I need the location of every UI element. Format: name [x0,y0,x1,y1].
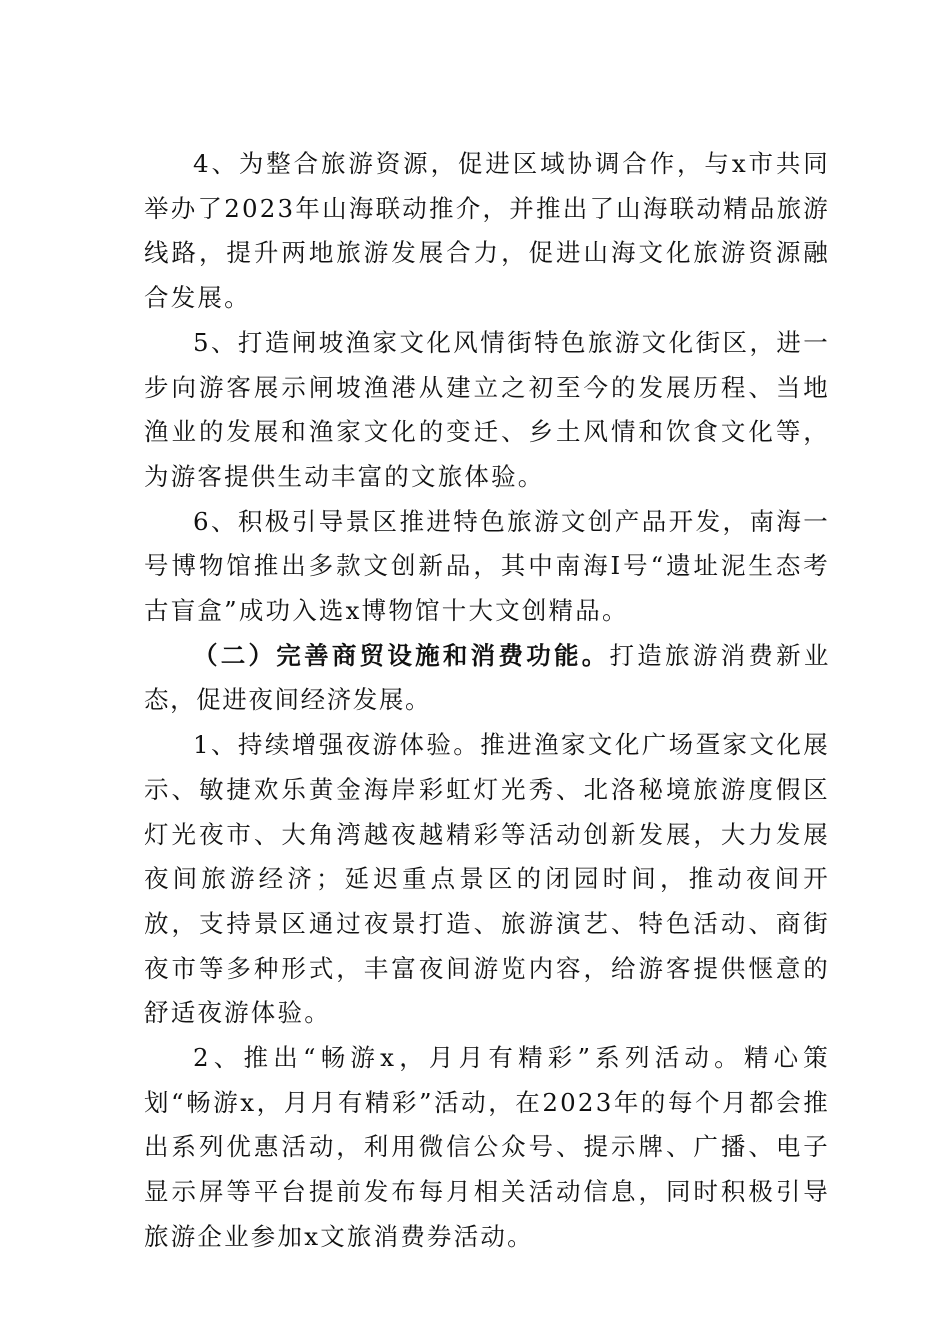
paragraph-night-tour: 1、持续增强夜游体验。推进渔家文化广场疍家文化展示、敏捷欢乐黄金海岸彩虹灯光秀、北洛秘境旅游度假区灯光夜市、大角湾越夜越精彩等活动创新发展，大力发展夜间旅游经济；延迟重点景区的闭园时间，推动夜间开放，支持景区通过夜景打造、旅游演艺、特色活动、商街夜市等多种形式，丰富夜间游览内容，给游客提供惬意的舒适夜游体验。 [144,730,830,1028]
section-two-paragraph [144,634,830,723]
paragraph-item-5: 5、打造闸坡渔家文化风情街特色旅游文化街区，进一步向游客展示闸坡渔港从建立之初至今的发展历程、当地渔业的发展和渔家文化的变迁、乡土风情和饮食文化等，为游客提供生动丰富的文旅体验。 [144,327,830,491]
paragraph-item-6: 6、积极引导景区推进特色旅游文创产品开发，南海一号博物馆推出多款文创新品，其中南海Ⅰ号“遗址泥生态考古盲盒”成功入选x博物馆十大文创精品。 [144,506,830,626]
paragraph-monthly-events: 2、推出“畅游x，月月有精彩”系列活动。精心策划“畅游x，月月有精彩”活动，在2023年的每个月都会推出系列优惠活动，利用微信公众号、提示牌、广播、电子显示屏等平台提前发布每月相关活动信息，同时积极引导旅游企业参加x文旅消费券活动。 [144,1043,830,1251]
paragraph-item-4: 4、为整合旅游资源，促进区域协调合作，与x市共同举办了2023年山海联动推介，并推出了山海联动精品旅游线路，提升两地旅游发展合力，促进山海文化旅游资源融合发展。 [144,149,830,313]
document-body [144,142,830,1260]
section-two-heading: （二）完善商贸设施和消费功能。 [193,640,610,670]
section-two-intro: 打造旅游消费新业态，促进夜间经济发展。 [144,640,830,715]
